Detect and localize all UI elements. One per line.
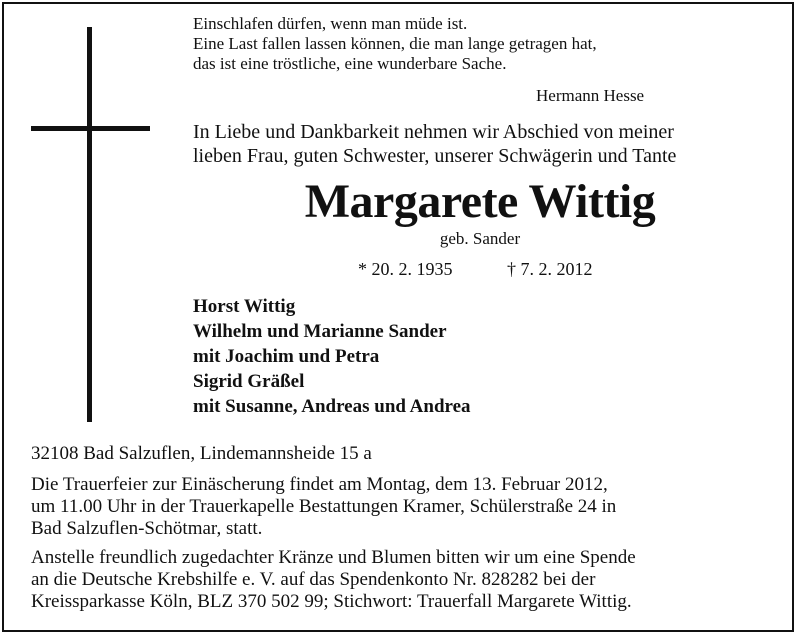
death-date: † 7. 2. 2012 — [507, 259, 593, 279]
mourner-line: Horst Wittig — [193, 296, 296, 317]
quote-line: das ist eine tröstliche, eine wunderbare Sache. — [193, 54, 507, 73]
mourner-line: mit Susanne, Andreas und Andrea — [193, 396, 471, 417]
birth-date: * 20. 2. 1935 — [358, 259, 453, 279]
farewell-intro — [193, 120, 676, 168]
ceremony-info — [31, 474, 771, 540]
donation-line: Kreissparkasse Köln, BLZ 370 502 99; Stichwort: Trauerfall Margarete Wittig. — [31, 591, 632, 612]
quote-line: Einschlafen dürfen, wenn man müde ist. — [193, 14, 468, 33]
ceremony-line: Bad Salzuflen-Schötmar, statt. — [31, 518, 263, 539]
mourner-line: mit Joachim und Petra — [193, 346, 380, 367]
intro-line: In Liebe und Dankbarkeit nehmen wir Abschied von meiner — [193, 121, 674, 143]
donation-line: an die Deutsche Krebshilfe e. V. auf das Spendenkonto Nr. 828282 bei der — [31, 569, 596, 590]
mourners-list — [193, 294, 471, 419]
cross-horizontal-bar — [31, 126, 150, 131]
family-address: 32108 Bad Salzuflen, Lindemannsheide 15 a — [31, 443, 372, 464]
ceremony-line: Die Trauerfeier zur Einäscherung findet am Montag, dem 13. Februar 2012, — [31, 474, 608, 495]
mourner-line: Wilhelm und Marianne Sander — [193, 321, 447, 342]
quote-line: Eine Last fallen lassen können, die man lange getragen hat, — [193, 34, 597, 53]
mourner-line: Sigrid Gräßel — [193, 371, 305, 392]
cross-vertical-bar — [87, 27, 92, 422]
quote-author: Hermann Hesse — [536, 86, 645, 105]
ceremony-line: um 11.00 Uhr in der Trauerkapelle Bestattungen Kramer, Schülerstraße 24 in — [31, 496, 617, 517]
intro-line: lieben Frau, guten Schwester, unserer Schwägerin und Tante — [193, 145, 677, 167]
donation-line: Anstelle freundlich zugedachter Kränze und Blumen bitten wir um eine Spende — [31, 547, 636, 568]
hesse-quote — [193, 14, 597, 74]
birth-name: geb. Sander — [439, 229, 521, 248]
donation-request — [31, 547, 771, 613]
deceased-name: Margarete Wittig — [304, 175, 656, 228]
